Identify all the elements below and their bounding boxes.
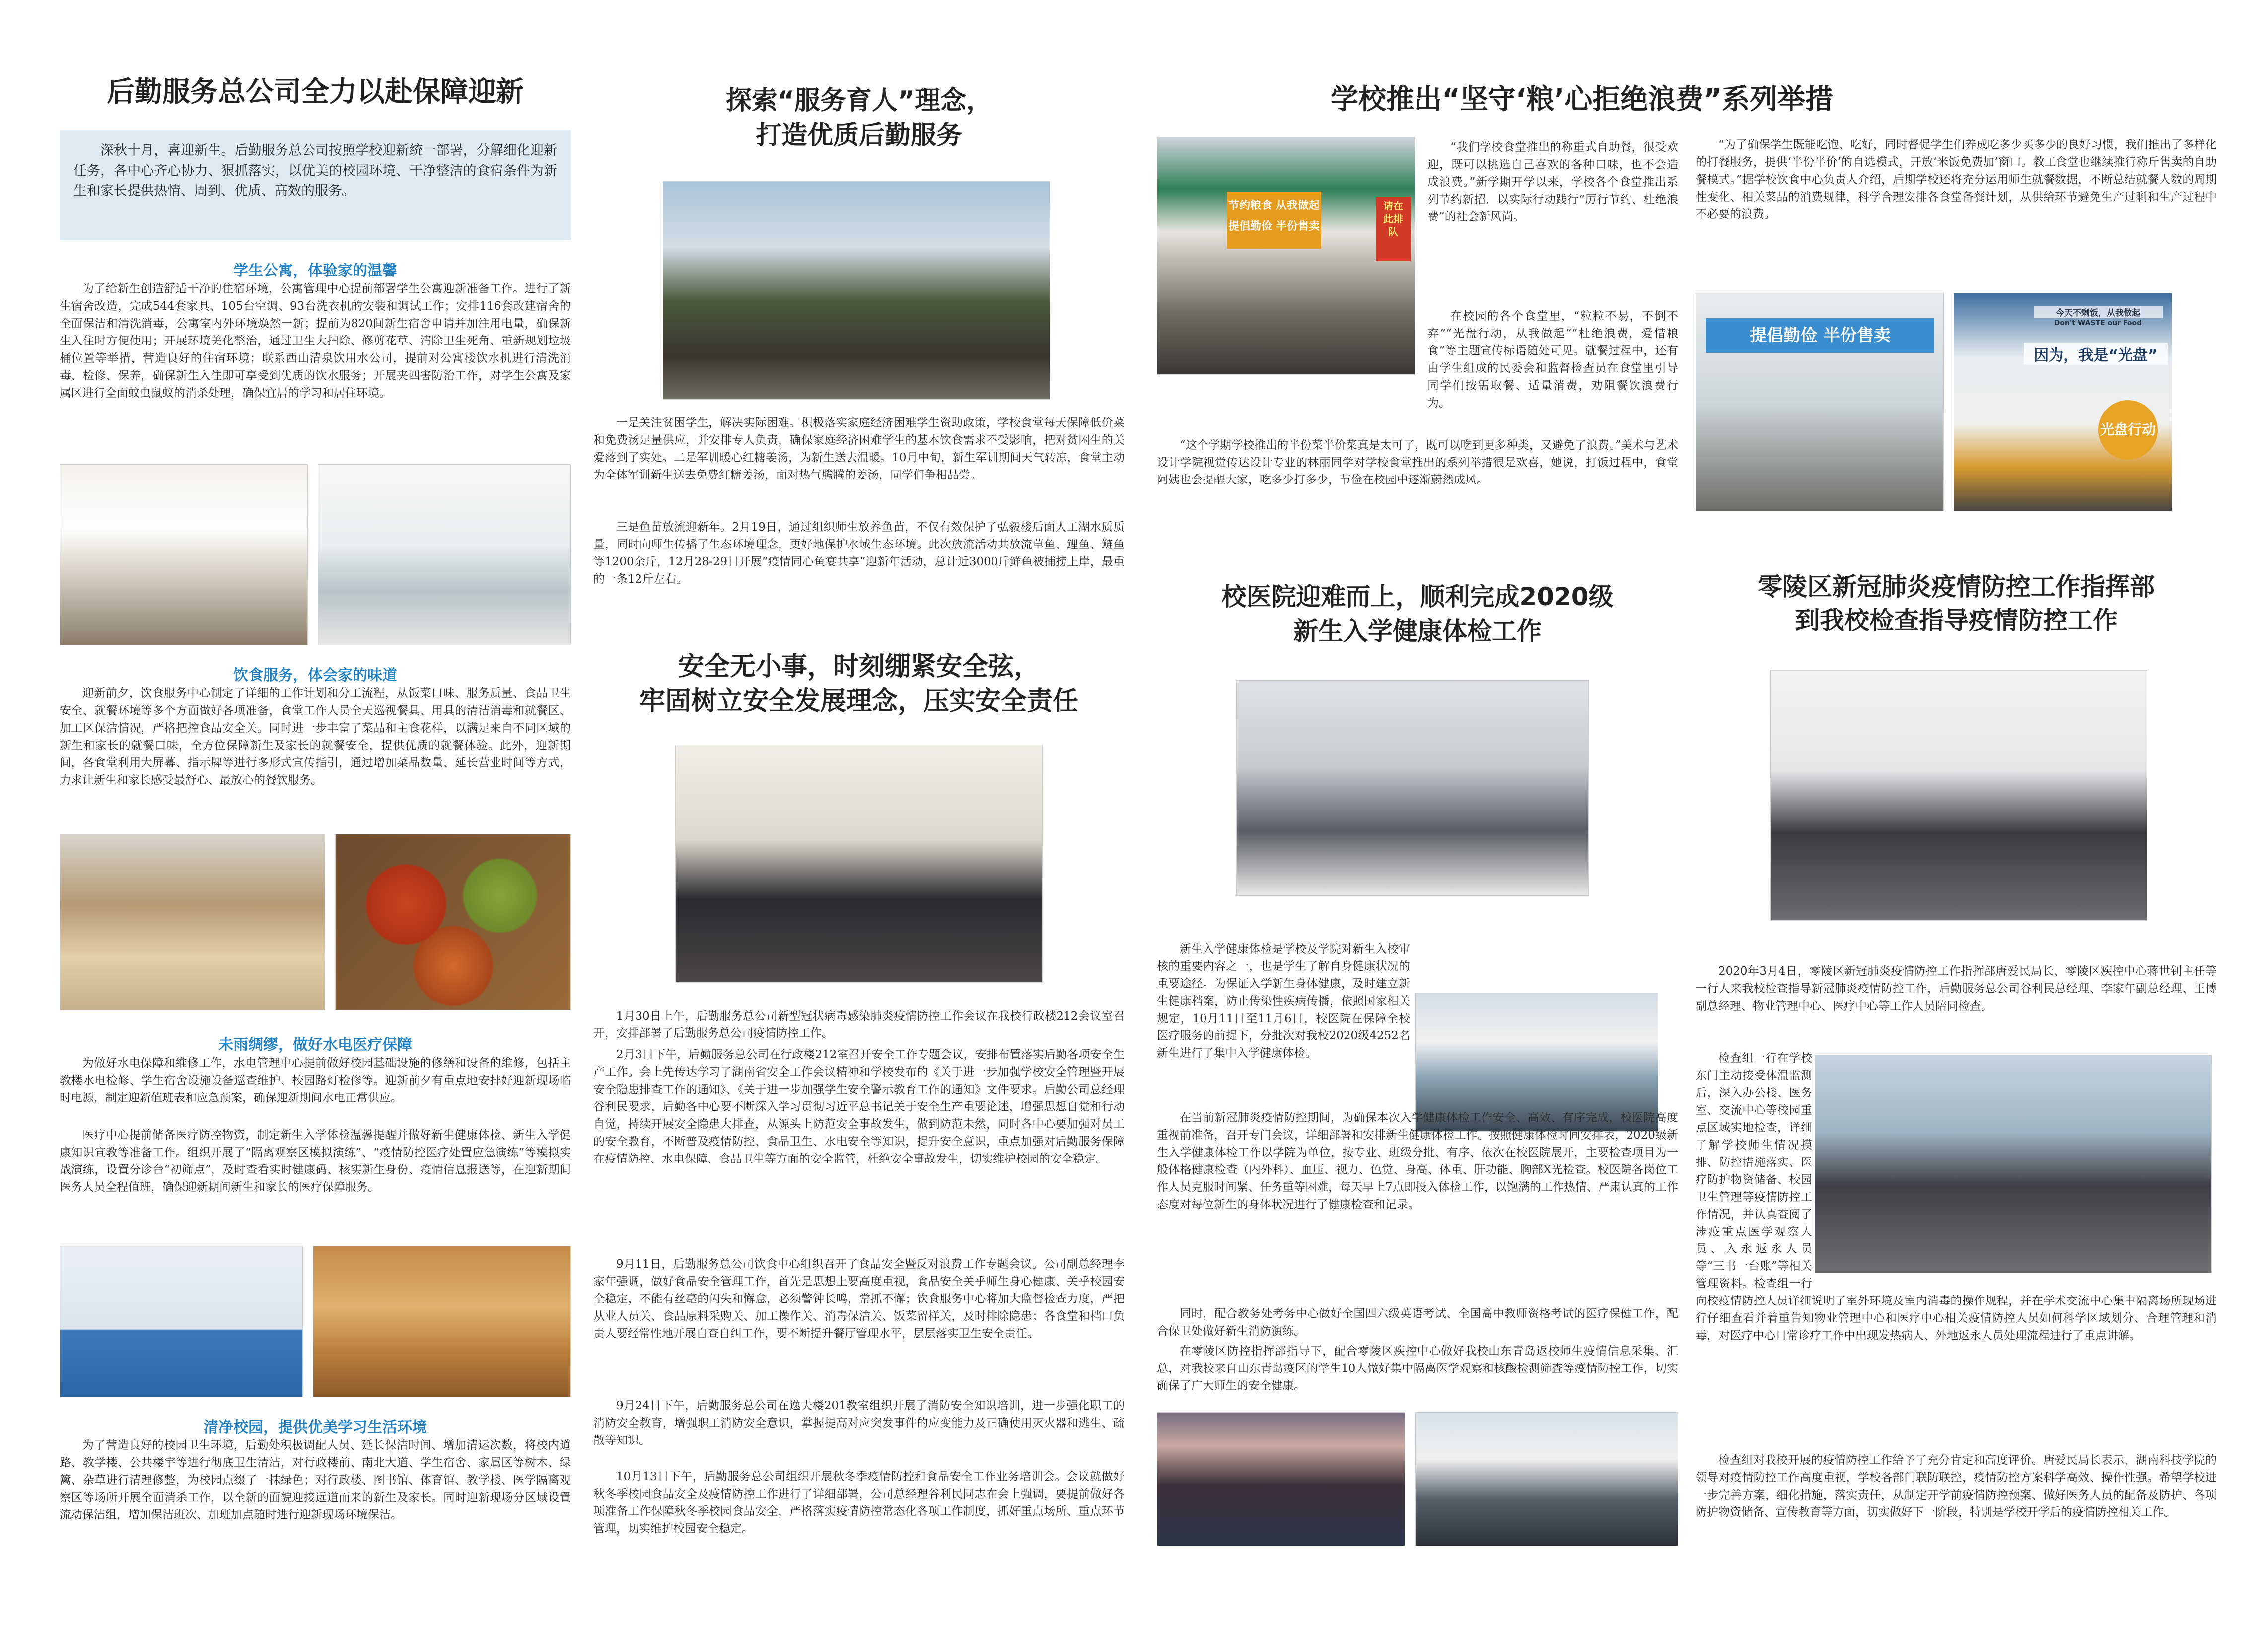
article-text-safety-4: 9月24日下午，后勤服务总公司在逸夫楼201教室组织开展了消防安全知识培训，进一步强化职工的消防安全教育，增强职工消防安全意识，掌握提高对应突发事件的应变能力及正确使用灭火器和逃生、疏散等知识。 (593, 1399, 1125, 1447)
photo-canteen-hall (60, 834, 325, 1010)
article-text-service-1: 一是关注贫困学生，解决实际困难。积极落实家庭经济困难学生资助政策，学校食堂每天保障低价菜和免费汤足量供应，并安排专人负责，确保家庭经济困难学生的基本饮食需求不受影响，把对贫困生的关爱落到了实处。二是军训暖心红糖姜汤，为新生送去温暖。10月中旬，新生军训期间天气转凉，食堂主动为全体军训新生送去免费红糖姜汤，面对热气腾腾的姜汤，同学们争相品尝。 (593, 416, 1125, 481)
article-title-safety-line2: 牢固树立安全发展理念，压实安全责任 (639, 686, 1078, 716)
section-title-clean-campus: 清净校园，提供优美学习生活环境 (204, 1419, 427, 1436)
article-title-health-line1: 校医院迎难而上，顺利完成2020级 (1221, 582, 1614, 611)
article-text-anti-waste-4: “为了确保学生既能吃饱、吃好，同时督促学生们养成吃多少买多少的良好习惯，我们推出了多样化的打餐服务，提供‘半份半价’的自选模式，开放‘米饭免费加’窗口。教工食堂也继续推行称斤售卖的自助餐模式。”据学校饮食中心负责人介绍，后期学校还将充分运用师生就餐数据，不断总结就餐人数的周期性变化、相关菜品的消费规律，科学合理安排各食堂备餐计划，从供给环节避免生产过剩和生产过程中不必要的浪费。 (1696, 138, 2217, 221)
photo-inspection-meeting (1770, 670, 2147, 921)
section-title-dining: 饮食服务，体会家的味道 (233, 667, 397, 684)
sign-save-food-line2: 提倡勤俭 半份售卖 (1228, 220, 1320, 233)
section-text-dorm: 为了给新生创造舒适干净的住宿环境，公寓管理中心提前部署学生公寓迎新准备工作。进行了新生宿舍改造，完成544套家具、105台空调、93台洗衣机的安装和调试工作；安排116套改建宿舍的全面保洁和清洗消毒，公寓室内外环境焕然一新；提前为820间新生宿舍申请并加注用电量，确保新生入住时方便使用；开展环境美化整治，通过卫生大扫除、修剪花草、清除卫生死角、重新规划垃圾桶位置等举措，营造良好的住宿环境；联系西山清泉饮用水公司，提前对公寓楼饮水机进行清洗消毒、检修、保养，确保新生入住即可享受到优质的饮水服务；开展夹四害防治工作，对学生公寓及家属区进行全面蚊虫鼠蚁的消杀处理，确保宜居的学习和居住环境。 (60, 282, 571, 400)
section-text-utilities-1: 为做好水电保障和维修工作，水电管理中心提前做好校园基础设施的修缮和设备的维修，包括主教楼水电检修、学生宿舍设施设备巡查维护、校园路灯检修等。迎新前夕有重点地安排好迎新现场临时电源，制定迎新值班表和应急预案，确保迎新期间水电正常供应。 (60, 1057, 571, 1104)
article-text-health-2: 在当前新冠肺炎疫情防控期间，为确保本次入学健康体检工作安全、高效、有序完成，校医院高度重视前准备，召开专门会议，详细部署和安排新生健康体检工作。按照健康体检时间安排表，2020级新生入学健康体检工作以学院为单位，按专业、班级分批、有序、依次在校医院展开，主要检查项目为一般体格健康检查（内外科）、血压、视力、色觉、身高、体重、肝功能、胸部X光检查。校医院各岗位工作人员克服时间紧、任务重等困难，每天早上7点即投入体检工作，以饱满的工作热情、严肃认真的工作态度对每位新生的身体状况进行了健康检查和记录。 (1157, 1111, 1678, 1211)
sign-queue-here: 请在此排队 (1376, 197, 1411, 261)
article-text-anti-waste-1: “我们学校食堂推出的称重式自助餐，很受欢迎，既可以挑选自己喜欢的各种口味，也不会造成浪费。”新学期开学以来，学校各个食堂推出系列节约新招，以实际行动践行“厉行节约、杜绝浪费”的社会新风尚。 (1427, 141, 1678, 223)
article-text-service-2: 三是鱼苗放流迎新年。2月19日，通过组织师生放养鱼苗，不仅有效保护了弘毅楼后面人工湖水质质量，同时向师生传播了生态环境理念，更好地保护水域生态环境。此次放流活动共放流草鱼、鲤鱼、鲢鱼等1200余斤，12月28-29日开展“疫情同心鱼宴共享”迎新年活动，总计近3000斤鲜鱼被捕捞上岸，最重的一条12斤左右。 (593, 521, 1125, 586)
column-epidemic-inspection (1696, 0, 2217, 1642)
photo-food-trays (335, 834, 571, 1010)
photo-laundry-room (318, 464, 571, 645)
photo-dormitory (60, 464, 308, 645)
article-title-service-line1: 探索“服务育人”理念， (725, 86, 992, 116)
section-text-dining: 迎新前夕，饮食服务中心制定了详细的工作计划和分工流程，从饭菜口味、服务质量、食品卫生安全、就餐环境等多个方面做好各项准备，食堂工作人员全天巡视餐具、用具的清洁消毒和就餐区、加工区保洁情况，严格把控食品安全关。同时进一步丰富了菜品和主食花样，以满足来自不同区域的新生和家长的就餐口味，全方位保障新生及家长的就餐安全，提供优质的就餐体验。此外，迎新期间，各食堂利用大屏幕、指示牌等进行多形式宣传指引，通过增加菜品数量、延长营业时间等方式，力求让新生和家长感受最舒心、最放心的餐饮服务。 (60, 687, 571, 787)
photo-medical-supplies (313, 1246, 571, 1397)
intro-box (60, 130, 571, 240)
article-title-anti-waste: 学校推出“坚守‘粮’心拒绝浪费”系列举措 (1331, 83, 1834, 116)
photo-medical-desk (60, 1246, 303, 1397)
article-text-anti-waste-2: 在校园的各个食堂里，“粒粒不易，不倒不弃”“光盘行动，从我做起”“杜绝浪费，爱惜粮食”等主题宣传标语随处可见。就餐过程中，还有由学生组成的民委会和监督检查员在食堂里引导同学们按需取餐、适量消费，劝阻餐饮浪费行为。 (1427, 310, 1678, 410)
intro-text: 深秋十月，喜迎新生。后勤服务总公司按照学校迎新统一部署，分解细化迎新任务，各中心齐心协力、狠抓落实，以优美的校园环境、干净整洁的食宿条件为新生和家长提供热情、周到、优质、高效的服务。 (73, 143, 557, 199)
sign-save-food-line1: 节约粮食 从我做起 (1228, 200, 1320, 212)
photo-safety-meeting (675, 745, 1043, 983)
column-welcome-service (60, 0, 571, 1642)
article-text-health-4: 在零陵区防控指挥部指导下，配合零陵区疾控中心做好我校山东青岛返校师生疫情信息采集、汇总，对我校来自山东青岛疫区的学生10人做好集中隔离医学观察和核酸检测筛查等疫情防控工作，切实确保了广大师生的安全健康。 (1157, 1345, 1678, 1392)
article-text-health-3: 同时，配合教务处考务中心做好全国四六级英语考试、全国高中教师资格考试的医疗保健工作，配合保卫处做好新生消防演练。 (1157, 1307, 1678, 1338)
article-title-inspection-line1: 零陵区新冠肺炎疫情防控工作指挥部 (1758, 572, 2155, 601)
article-text-safety-2: 2月3日下午，后勤服务总公司在行政楼212室召开安全工作专题会议，安排布置落实后勤各项安全生产工作。会上先传达学习了湖南省安全工作会议精神和学校发布的《关于进一步加强学校安全管理暨开展安全隐患排查工作的通知》、《关于进一步加强学生安全警示教育工作的通知》文件要求。后勤公司总经理谷利民要求，后勤各中心要不断深入学习贯彻习近平总书记关于安全生产重要论述，增强思想自觉和行动自觉，持续开展安全隐患大排查，从源头上防范安全事故发生，做到防范未然，同时各中心要加强对员工的安全教育，不断普及疫情防控、食品卫生、水电安全等知识，提升安全意识，重点加强对后勤服务保障在疫情防控、水电保障、食品卫生等方面的安全监管，杜绝安全事故发生，切实维护校园的安全稳定。 (593, 1048, 1125, 1165)
article-title-safety-line1: 安全无小事，时刻绷紧安全弦， (678, 652, 1040, 682)
poster-english-text: Don't WASTE our Food (2054, 319, 2142, 327)
section-title-dorm: 学生公寓，体验家的温馨 (233, 262, 397, 279)
article-title-inspection-line2: 到我校检查指导疫情防控工作 (1795, 606, 2118, 635)
photo-fish-release-group (663, 181, 1050, 400)
section-text-utilities-2: 医疗中心提前储备医疗防控物资，制定新生入学体检温馨提醒并做好新生健康体检、新生入学健康知识宣教等准备工作。组织开展了“隔离观察区模拟演练”、“疫情防控医疗处置应急演练”等模拟实战演练，设置分诊台“初筛点”，及时查看实时健康码、核实新生身份、疫情信息报送等，在迎新期间医务人员全程值班，确保迎新期间新生和家长的医疗保障服务。 (60, 1129, 571, 1194)
article-text-safety-1: 1月30日上午，后勤服务总公司新型冠状病毒感染肺炎疫情防控工作会议在我校行政楼212会议室召开，安排部署了后勤服务总公司疫情防控工作。 (593, 1010, 1125, 1040)
article-text-inspection-3: 检查组对我校开展的疫情防控工作给予了充分肯定和高度评价。唐爱民局长表示，湖南科技学院的领导对疫情防控工作高度重视，学校各部门联防联控，疫情防控方案科学高效、操作性强。希望学校进一步完善方案，细化措施，落实责任，从制定开学前疫情防控预案、做好医务人员的配备及防护、各项防护物资储备、宣传教育等方面，切实做好下一阶段，特别是学校开学后的疫情防控相关工作。 (1696, 1454, 2217, 1519)
article-title-welcome: 后勤服务总公司全力以赴保障迎新 (107, 76, 524, 108)
article-text-inspection-1: 2020年3月4日，零陵区新冠肺炎疫情防控工作指挥部唐爱民局长、零陵区疾控中心蒋世钊主任等一行人来我校检查指导新冠肺炎疫情防控工作，后勤服务总公司谷利民总经理、李家年副总经理、王博副总经理、物业管理中心、医疗中心等工作人员陪同检查。 (1696, 965, 2217, 1013)
article-text-inspection-2: 检查组一行在学校东门主动接受体温监测后，深入办公楼、医务室、交流中心等校园重点区域实地检查，详细了解学校师生情况摸排、防控措施落实、医疗防护物资储备、校园卫生管理等疫情防控工作情况，并认真查阅了涉疫重点医学观察人员、入永返永人员等“三书一台账”等相关管理资料。检查组一行向校疫情防控人员详细说明了室外环境及室内消毒的操作规程，并在学术交流中心集中隔离场所现场进行仔细查看并着重告知物业管理中心和医疗中心相关疫情防控人员如何科学区域划分、合理管理和消毒，对医疗中心日常诊疗工作中出现发热病人、外地返永人员处理流程进行了重点讲解。 (1696, 1052, 2217, 1343)
poster-top-text: 今天不剩饭，从我做起 (2034, 306, 2163, 318)
column-service-education (593, 0, 1125, 1642)
article-text-safety-5: 10月13日下午，后勤服务总公司组织开展秋冬季疫情防控和食品安全工作业务培训会。会议就做好秋冬季校园食品安全及疫情防控工作进行了详细部署，公司总经理谷利民同志在会上强调，要提前做好各项准备工作保障秋冬季校园食品安全，严格落实疫情防控常态化各项工作制度，抓好重点场所、重点环节管理，切实维护校园安全稳定。 (593, 1470, 1125, 1535)
article-text-safety-3: 9月11日，后勤服务总公司饮食中心组织召开了食品安全暨反对浪费工作专题会议。公司副总经理李家年强调，做好食品安全管理工作，首先是思想上要高度重视，食品安全关乎师生身心健康、关乎校园安全稳定，不能有丝毫的闪失和懈怠，必须警钟长鸣，常抓不懈；饮食服务中心将加大监督检查力度，严把从业人员关、食品原料采购关、加工操作关、消毒保洁关、饭菜留样关，及时排除隐患；各食堂和档口负责人要经常性地开展自查自纠工作，要不断提升餐厅管理水平，层层落实卫生安全责任。 (593, 1258, 1125, 1340)
sign-half-portion: 提倡勤俭 半份售卖 (1706, 318, 1934, 353)
photo-lecture-hall (1157, 1412, 1405, 1546)
article-text-anti-waste-3: “这个学期学校推出的半份菜半价菜真是太可了，既可以吃到更多种类，又避免了浪费。”美术与艺术设计学院视觉传达设计专业的林丽同学对学校食堂推出的系列举措很是欢喜，她说，打饭过程中，食堂阿姨也会提醒大家，吃多少打多少，节俭在校园中逐渐蔚然成风。 (1157, 439, 1678, 486)
article-title-health-line2: 新生入学健康体检工作 (1293, 617, 1542, 646)
photo-campus-gate-inspection (1815, 1055, 2212, 1273)
photo-health-check-1 (1236, 680, 1589, 896)
sign-save-food (1227, 192, 1321, 249)
article-title-service-line2: 打造优质后勤服务 (755, 121, 962, 150)
section-title-utilities: 未雨绸缪，做好水电医疗保障 (218, 1036, 412, 1054)
poster-main-text: 因为，我是“光盘” (2024, 343, 2168, 365)
poster-clean-plate-badge: 光盘行动 (2098, 400, 2158, 460)
section-text-clean-campus: 为了营造良好的校园卫生环境，后勤处积极调配人员、延长保洁时间、增加清运次数，将校内道路、教学楼、公共楼宇等进行彻底卫生清洁，对行政楼前、南北大道、学生宿舍、家属区等树木、绿篱、杂草进行清理修整，为校园点缀了一抹绿色；对行政楼、图书馆、体育馆、教学楼、医学隔离观察区等场所开展全面消杀工作，以全新的面貌迎接远道而来的新生及家长。同时迎新现场分区域设置流动保洁组，增加保洁班次、加班加点随时进行迎新现场环境保洁。 (60, 1439, 571, 1521)
photo-health-check-3 (1415, 1412, 1678, 1546)
article-text-health-1: 新生入学健康体检是学校及学院对新生入校审核的重要内容之一，也是学生了解自身健康状况的重要途径。为保证入学新生身体健康，及时建立新生健康档案，防止传染性疾病传播，依照国家相关规定，10月11日至11月6日，校医院在保障全校医疗服务的前提下，分批次对我校2020级4252名新生进行了集中入学健康体检。 (1157, 943, 1410, 1060)
